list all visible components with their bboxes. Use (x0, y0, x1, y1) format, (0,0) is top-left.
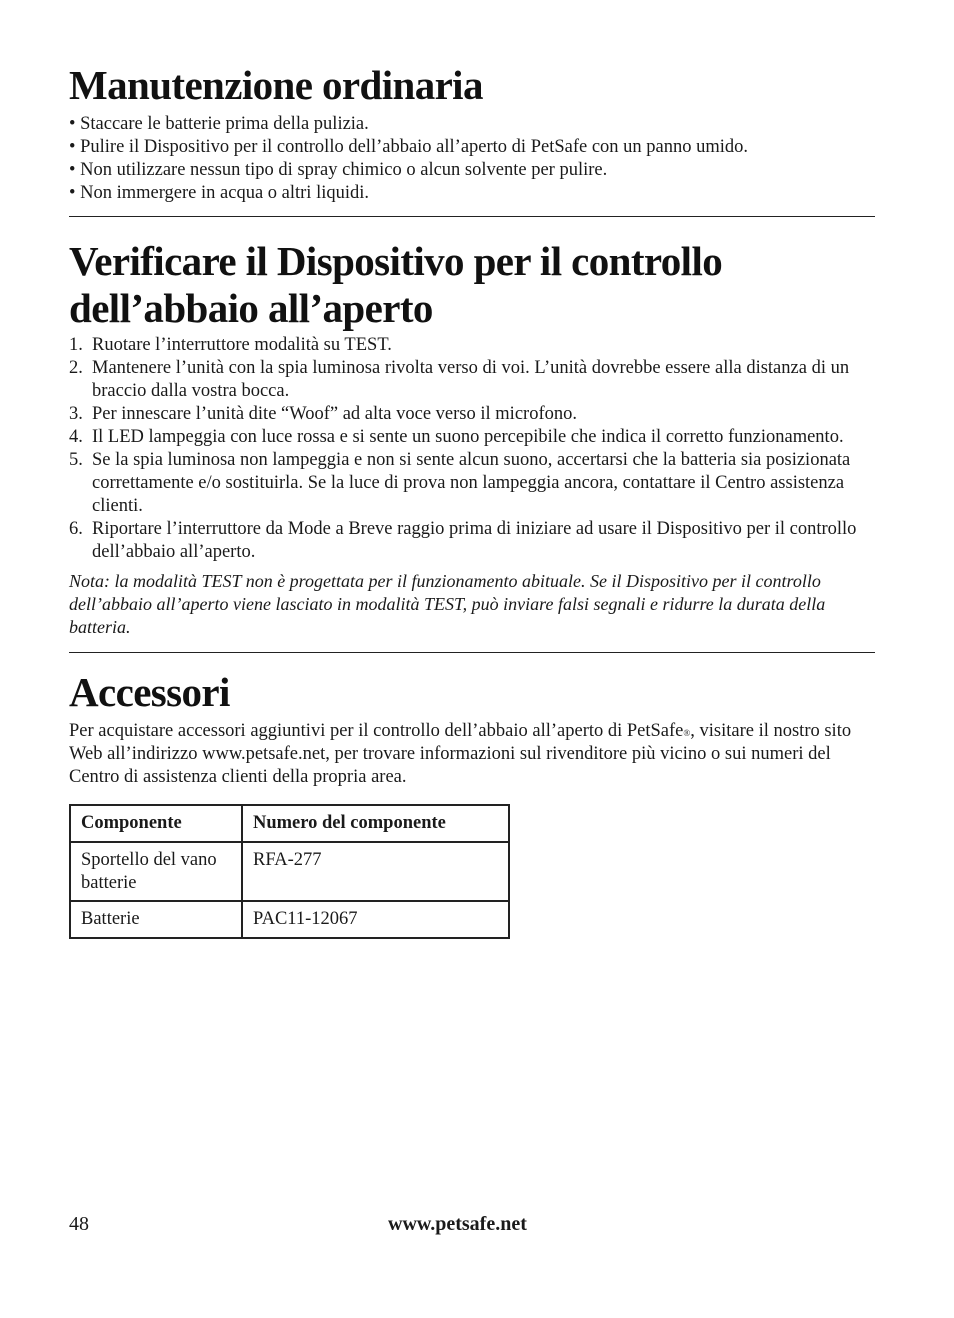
step-number: 4. (69, 427, 83, 447)
column-header-component: Componente (70, 805, 242, 842)
step-text: Mantenere l’unità con la spia luminosa rivolta verso di voi. L’unità dovrebbe essere alla distanza di un braccio dalla vostra bocca. (92, 358, 850, 401)
step-number: 3. (69, 404, 83, 424)
bullet-item: • Non utilizzare nessun tipo di spray chimico o alcun solvente per pulire. (69, 159, 881, 182)
table-row (70, 842, 509, 901)
cell-component: Batterie (70, 901, 242, 938)
step-text: Il LED lampeggia con luce rossa e si sente un suono percepibile che indica il corretto funzionamento. (92, 427, 844, 447)
bullet-item: • Non immergere in acqua o altri liquidi. (69, 182, 881, 205)
cell-component: Sportello del vano batterie (70, 842, 242, 901)
step-number: 6. (69, 519, 83, 539)
step-text: Se la spia luminosa non lampeggia e non si sente alcun suono, accertarsi che la batteria sia posizionata correttamente e/o sostituirla. Se la luce di prova non lampeggia ancora, contattare il Centro assistenza clienti. (92, 450, 851, 516)
table-header-row (70, 805, 509, 842)
page-number: 48 (69, 1213, 89, 1235)
step-number: 5. (69, 450, 83, 470)
maintenance-section (69, 62, 881, 205)
footer-url: www.petsafe.net (388, 1213, 527, 1235)
accessories-intro (69, 720, 881, 789)
accessories-section (69, 669, 881, 939)
section-divider (69, 652, 875, 653)
bullet-item: • Staccare le batterie prima della pulizia. (69, 113, 881, 136)
maintenance-bullet-list (69, 113, 881, 205)
page-content (69, 62, 881, 939)
test-steps-list (69, 334, 881, 564)
test-heading-line1: Verificare il Dispositivo per il controllo (69, 238, 723, 284)
bullet-item: • Pulire il Dispositivo per il controllo dell’abbaio all’aperto di PetSafe con un panno umido. (69, 136, 881, 159)
intro-text-part2: , visitare il nostro sito Web all’indirizzo www.petsafe.net, per trovare informazioni sul rivenditore più vicino o sui numeri del Centro di assistenza clienti della propria area. (69, 721, 852, 787)
cell-part-number: PAC11-12067 (242, 901, 509, 938)
step-number: 2. (69, 358, 83, 378)
step-number: 1. (69, 335, 83, 355)
step-item (69, 357, 881, 403)
registered-mark: ® (683, 728, 691, 738)
test-heading-line2: dell’abbaio all’aperto (69, 285, 433, 331)
step-item (69, 449, 881, 518)
step-item (69, 403, 881, 426)
step-item (69, 426, 881, 449)
table-row (70, 901, 509, 938)
step-text: Per innescare l’unità dite “Woof” ad alta voce verso il microfono. (92, 404, 577, 424)
step-text: Ruotare l’interruttore modalità su TEST. (92, 335, 392, 355)
step-item (69, 518, 881, 564)
test-heading (69, 238, 881, 332)
accessories-table (69, 804, 510, 939)
accessories-heading: Accessori (69, 669, 230, 715)
test-note: Nota: la modalità TEST non è progettata per il funzionamento abituale. Se il Dispositivo per il controllo dell’abbaio all’aperto viene lasciato in modalità TEST, può inviare falsi segnali e ridurre la durata della batteria. (69, 571, 826, 637)
intro-text-part1: Per acquistare accessori aggiuntivi per il controllo dell’abbaio all’aperto di PetSafe (69, 721, 684, 741)
section-divider (69, 216, 875, 217)
cell-part-number: RFA-277 (242, 842, 509, 901)
maintenance-heading: Manutenzione ordinaria (69, 62, 483, 108)
test-section (69, 238, 881, 639)
step-text: Riportare l’interruttore da Mode a Breve raggio prima di iniziare ad usare il Dispositivo per il controllo dell’abbaio all’aperto. (92, 519, 857, 562)
step-item (69, 334, 881, 357)
column-header-part-number: Numero del componente (242, 805, 509, 842)
